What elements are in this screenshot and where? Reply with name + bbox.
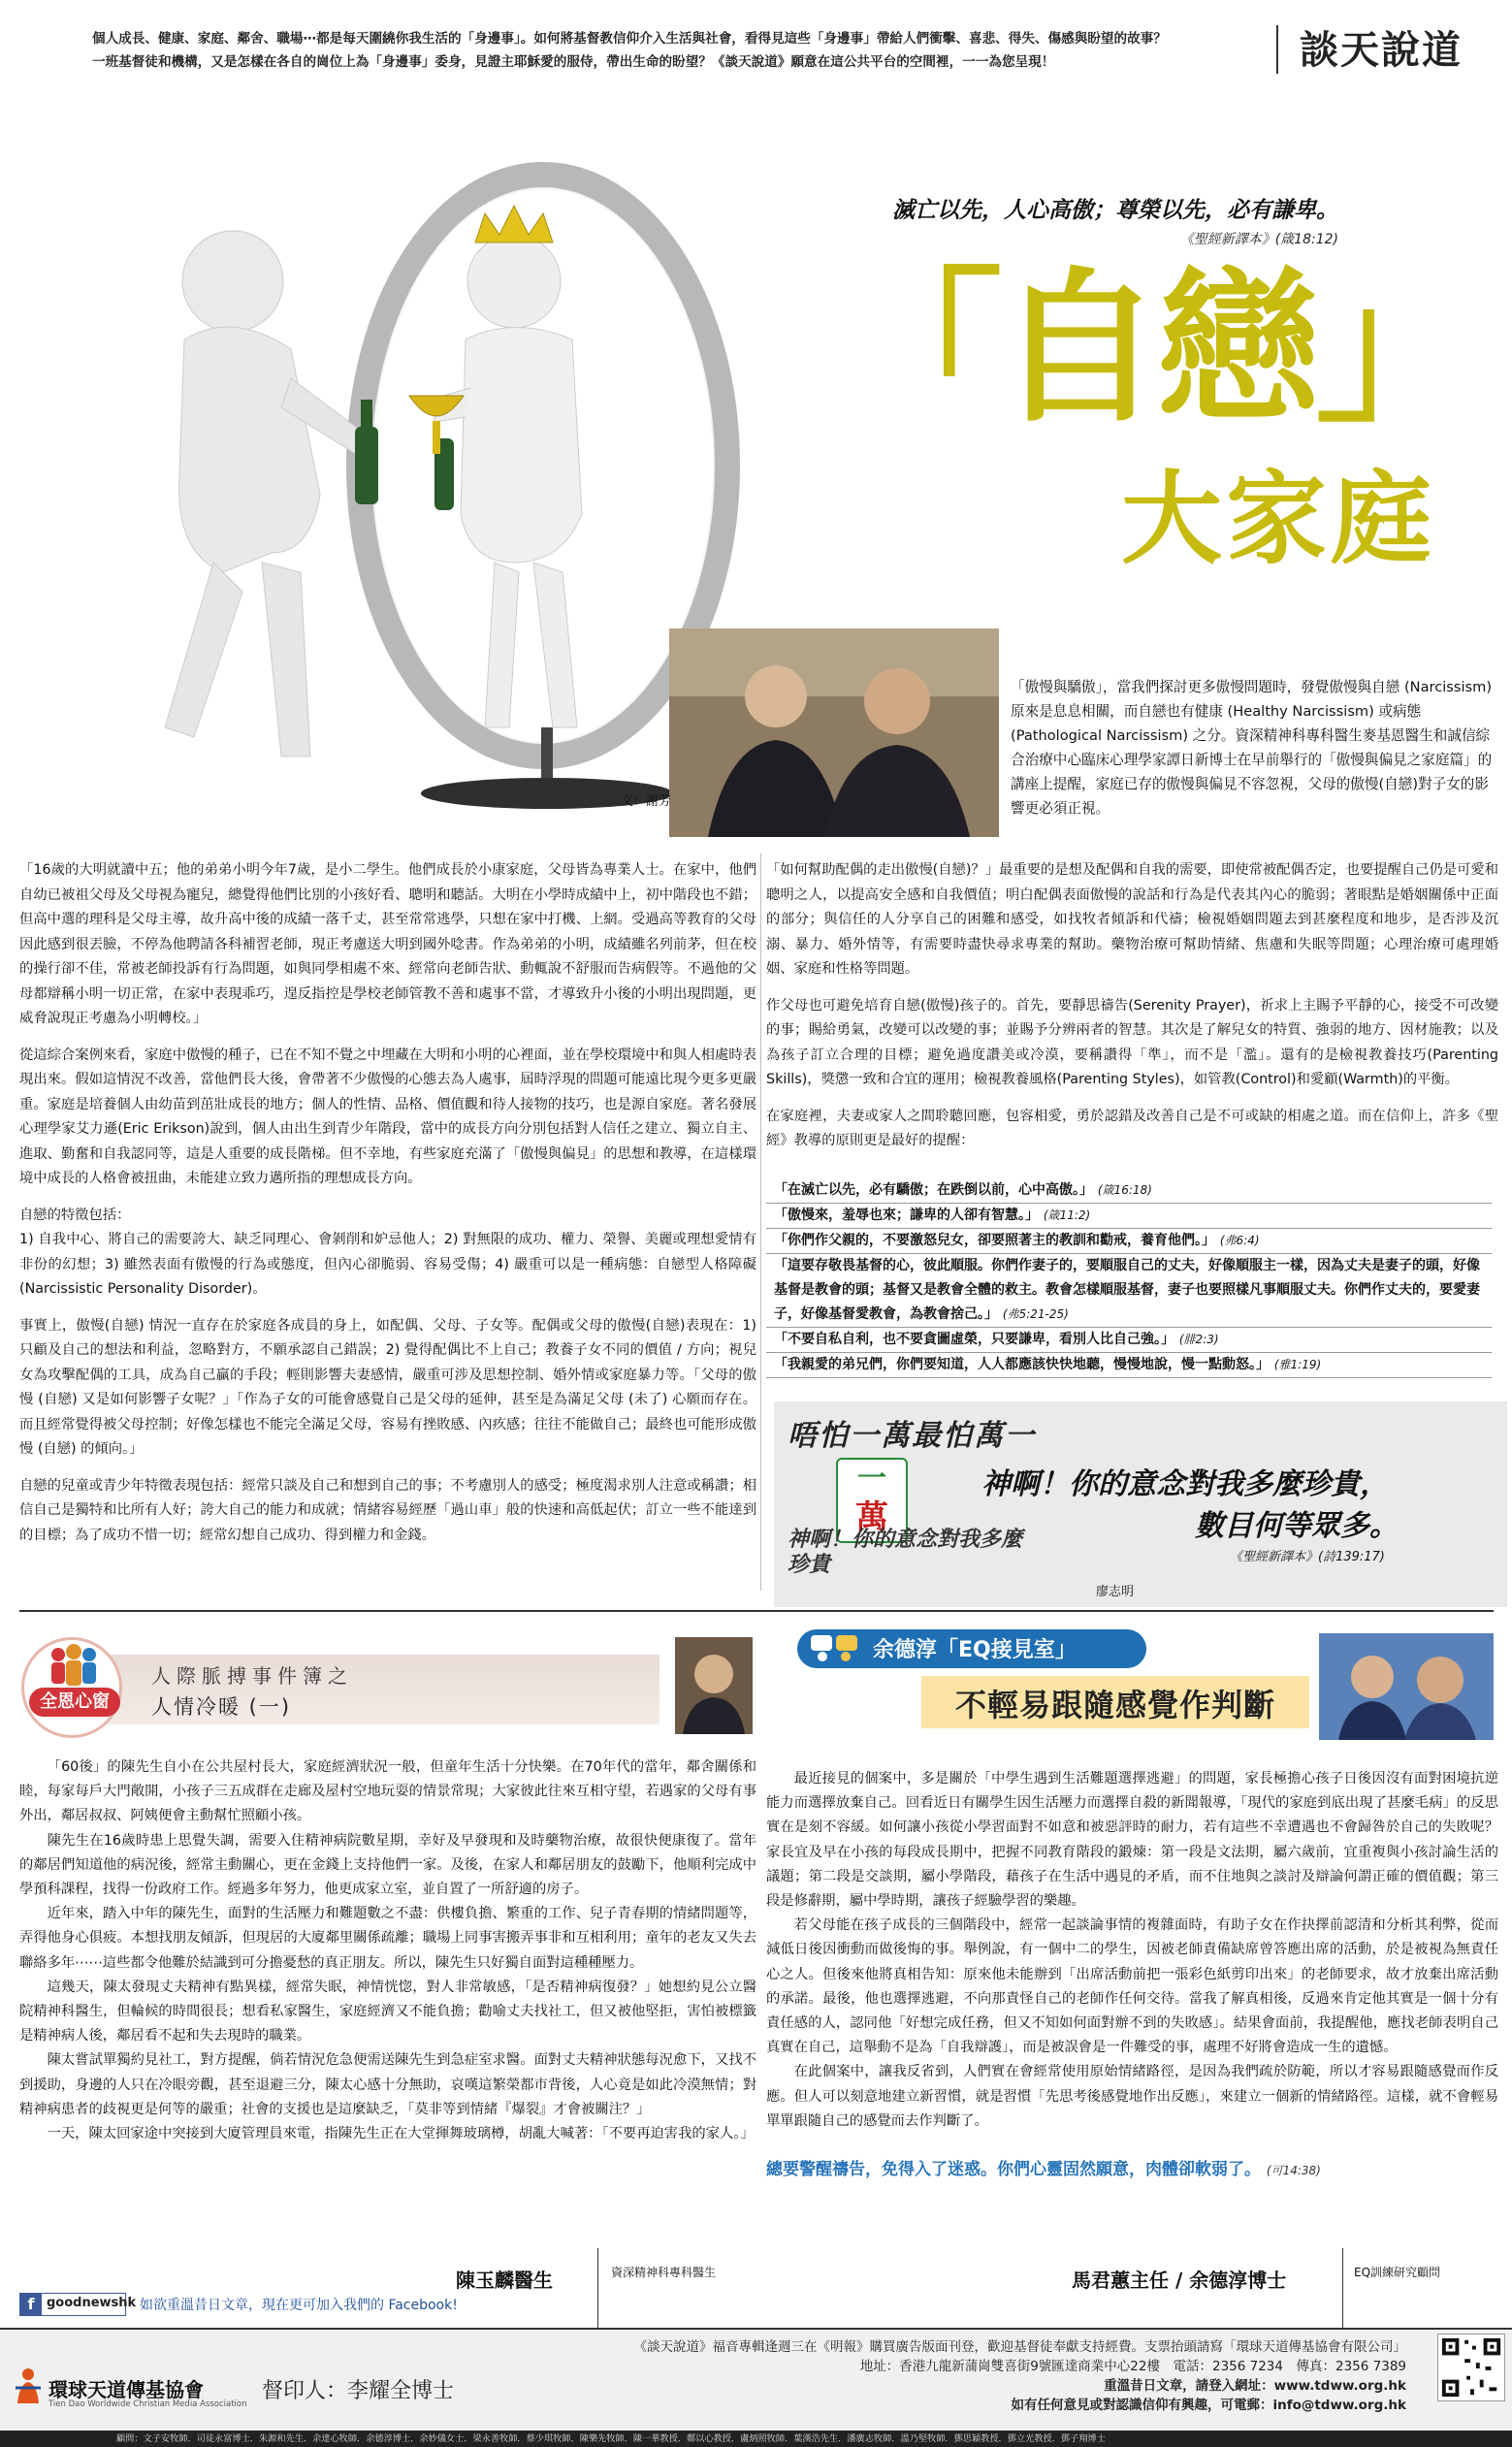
signature-divider	[597, 2248, 598, 2328]
right-signature: 馬君蕙主任 / 余德淳博士	[1072, 2269, 1287, 2292]
header-intro-line1: 個人成長、健康、家庭、鄰舍、職場⋯都是每天圍繞你我生活的「身邊事」。如何將基督教信仰介入生活與社會，看得見這些「身邊事」帶給人們衝擊、喜悲、得失、傷感與盼望的故事？	[92, 31, 1167, 47]
verse-ref: (雅1:19)	[1273, 1358, 1322, 1371]
left-section-body	[19, 1755, 756, 2146]
facebook-promo: 如欲重溫昔日文章，現在更可加入我們的 Facebook!	[140, 2298, 458, 2313]
footer-address: 地址：香港九龍新蒲崗雙喜街9號匯達商業中心22樓 電話：2356 7234 傳真：2356 7389	[859, 2359, 1406, 2374]
left-section-paragraph: 陳太嘗試單獨約見社工，對方提醒，倘若情況危急便需送陳先生到急症室求醫。面對丈夫精神狀態每況愈下，又找不到援助，身邊的人只在冷眼旁觀，甚至退避三分，陳太心感十分無助，哀嘆這繁榮都市背後，人心竟是如此冷漠無情；對精神病患者的歧視更是何等的嚴重；社會的支援也是這麼缺乏，「莫非等到情緒『爆裂』才會被關注？」	[19, 2052, 756, 2117]
doctors-photo	[669, 628, 999, 837]
section-divider	[19, 1610, 1494, 1612]
footer-website[interactable]: 重溫昔日文章，請登入網址：www.tdww.org.hk	[1104, 2378, 1406, 2394]
eq-column-name: 余德淳「EQ接見室」	[873, 1638, 1077, 1662]
author-photo	[675, 1637, 753, 1734]
verse-text: 「我親愛的弟兄們，你們要知道，人人都應該快快地聽，慢慢地說，慢一點動怒。」	[774, 1357, 1270, 1372]
facebook-handle[interactable]: goodnewshk	[47, 2296, 137, 2310]
organization-logo-icon	[14, 2367, 43, 2405]
verse-item	[766, 1229, 1492, 1254]
hero-verse: 滅亡以先，人心高傲；尊榮以先，必有謙卑。	[892, 198, 1338, 223]
left-paragraph: 事實上，傲慢(自戀) 情況一直存在於家庭各成員的身上，如配偶、父母、子女等。配偶或父母的傲慢(自戀)表現在：1) 只顧及自己的想法和利益，忽略對方，不願承認自己錯誤；2) 覺得配偶比不上自己；教養子女不同的價值 / 方向；視兒女為攻擊配偶的工具，成為自己贏的手段；輕則影響夫妻感情，嚴重可涉及思想控制、婚外情或家庭暴力等。「父母的傲慢 (自戀) 又是如何影響子女呢？」「作為子女的可能會感覺自己是父母的延伸，甚至是為滿足父母 (未了) 心願而存在。而且經常覺得被父母控制；好像怎樣也不能完全滿足父母，容易有挫敗感、內疚感；往往不能做自己；最終也可能形成傲慢 (自戀) 的傾向。」	[19, 1317, 756, 1457]
verse-text: 「這要存敬畏基督的心，彼此順服。你們作妻子的，要順服自己的丈夫，好像順服主一樣，因為丈夫是妻子的頭，好像基督是教會的頭；基督又是教會全體的救主。教會怎樣順服基督，妻子也要照樣凡事順服丈夫。你們作丈夫的，要愛妻子，好像基督愛教會，為教會捨己。」	[774, 1258, 1480, 1322]
banner-quote-line2: 數目何等眾多。	[1195, 1509, 1399, 1543]
left-paragraph: 自戀的特徵包括： 1) 自我中心、將自己的需要誇大、缺乏同理心、會剝削和妒忌他人；2) 對無限的成功、權力、榮譽、美麗或理想愛情有非份的幻想；3) 雖然表面有傲慢的行為或態度，但內心卻脆弱、容易受傷；4) 嚴重可以是一種病態：自戀型人格障礙 (Narcissistic Personality Disorder)。	[19, 1207, 756, 1297]
left-section-paragraph: 陳先生在16歲時患上思覺失調，需要入住精神病院數星期，幸好及早發現和及時藥物治療，故很快便康復了。當年的鄰居們知道他的病況後，經常主動關心，更在金錢上支持他們一家。及後，在家人和鄰居朋友的鼓勵下，他順利完成中學預科課程，找得一份政府工作。經過多年努力，他更成家立室，並自置了一所舒適的房子。	[19, 1832, 756, 1898]
footer-email[interactable]: 如有任何意見或對認識信仰有興趣，可電郵：info@tdww.org.hk	[1011, 2398, 1406, 2413]
right-section-paragraph: 最近接見的個案中，多是關於「中學生遇到生活難題選擇逃避」的問題，家長極擔心孩子日後因沒有面對困境抗逆能力而選擇放棄自己。回看近日有關學生因生活壓力而選擇自殺的新聞報導，「現代的家庭到底出現了甚麼毛病」的反思實在是刻不容緩。如何讓小孩從小學習面對不如意和被惡評時的耐力，若有這些不幸遭遇也不會歸咎於自己的失敗呢？家長宜及早在小孩的每段成長期中，把握不同教育階段的鍛煉：第一段是文法期，屬六歲前，宜重複與小孩討論生活的議題；第二段是交談期，屬小學階段，藉孩子在生活中遇見的矛盾，而不住地與之談討及辯論何謂正確的價值觀；第三段是修辭期，屬中學時期，讓孩子經驗學習的樂趣。	[766, 1771, 1498, 1910]
right-section-paragraph: 若父母能在孩子成長的三個階段中，經常一起談論事情的複雜面時，有助子女在作抉擇前認清和分析其利弊，從而減低日後因衝動而做後悔的事。舉例說，有一個中二的學生，因被老師責備缺席曾答應出席的活動，於是被視為無責任心之人。但後來他將真相告知：原來他未能辦到「出席活動前把一張彩色紙剪印出來」的老師要求，故才放棄出席活動的承諾。最後，他也選擇逃避，不向那責怪自己的老師作任何交待。當我了解真相後，反過來肯定他其實是一個十分有責任感的人，認同他「好想完成任務，但又不知如何面對辦不到的失敗感」。結果會面前，我提醒他，應找老師表明自己真實在自己，這舉動不是為「自我辯護」，而是被誤會是一件難受的事，處理不好將會造成一生的遺憾。	[766, 1917, 1498, 2056]
left-signature-note: 資深精神科專科醫生	[611, 2266, 717, 2279]
publisher: 督印人：李耀全博士	[262, 2379, 455, 2403]
verse-text: 「傲慢來，羞辱也來；謙卑的人卻有智慧。」	[774, 1207, 1039, 1223]
column-badge: 全恩心窗	[29, 1688, 120, 1717]
verse-ref: (箴16:18)	[1097, 1183, 1152, 1197]
section-series: 人際脈搏事件簿之	[151, 1664, 353, 1688]
verse-item	[766, 1204, 1492, 1229]
signature-divider	[1342, 2248, 1343, 2328]
chat-people-icon	[809, 1633, 859, 1664]
advisors-credits: 顧問：文子安牧師．司徒永富博士．朱源和先生．余達心牧師．余德淳博士．余妙儀女士．梁永善牧師．蔡少琪牧師．陳樂先牧師．陳一華教授．鄭以心教授．盧炳照牧師．葉漢浩先生．潘廣志牧師．溫乃堅牧師．鄧思穎教授．鄧立光教授．鄧子翔博士	[0, 2431, 1512, 2447]
organization-name: 環球天道傳基協會	[48, 2378, 204, 2401]
column-divider	[760, 853, 761, 1591]
tile-bottom: 萬	[855, 1498, 888, 1537]
left-paragraph: 「16歲的大明就讀中五；他的弟弟小明今年7歲，是小二學生。他們成長於小康家庭，父母皆為專業人士。在家中，他們自幼已被祖父母及父母視為寵兒，總覺得他們比別的小孩好看、聰明和聽話。大明在小學時成績中上，初中階段也不錯；但高中選的理科是父母主導，故升高中後的成績一落千丈，甚至常常逃學，只想在家中打機、上網。受過高等教育的父母因此感到很丟臉，不停為他聘請各科補習老師，現正考慮送大明到國外唸書。作為弟弟的小明，成績雖名列前茅，但在校的操行卻不佳，常被老師投訴有行為問題，如與同學相處不來、經常向老師告狀、動輒說不舒服而告病假等。不過他的父母都辯稱小明一切正常，在家中表現乖巧，遑反指控是學校老師管教不善和處事不當，才導致升小後的小明出現問題，更威脅說現正考慮為小明轉校。」	[19, 862, 756, 1026]
page-subtitle: 大家庭	[1120, 460, 1435, 578]
left-section-paragraph: 這幾天，陳太發現丈夫精神有點異樣，經常失眠，神情恍惚，對人非常敏感，「是否精神病復發？」她想約見公立醫院精神科醫生，但輪候的時間很長；想看私家醫生，家庭經濟又不能負擔；勸喻丈夫找社工，但又被他堅拒，害怕被標籤是精神病人後，鄰居看不起和失去現時的職業。	[19, 1979, 756, 2045]
left-section-paragraph: 近年來，踏入中年的陳先生，面對的生活壓力和難題數之不盡：供樓負擔、繁重的工作、兒子青春期的情緒問題等，弄得他身心俱疲。本想找朋友傾訴，但現居的大廈鄰里關係疏離；職場上同事害搬弄事非和互相利用；童年的老友又失去聯絡多年⋯⋯這些都令他難於結識到可分擔憂愁的真正朋友。所以，陳先生只好獨自面對這種種壓力。	[19, 1906, 756, 1971]
facebook-icon[interactable]: f	[20, 2294, 42, 2315]
footer-notice: 《談天說道》福音專輯逢週三在《明報》購買廣告版面刊登，歡迎基督徒奉獻支持經費。支票抬頭請寫「環球天道傳基協會有限公司」	[633, 2339, 1406, 2355]
organization-english-name: Tien Dao Worldwide Christian Media Association	[48, 2399, 247, 2409]
page-title: 「自戀」	[837, 253, 1474, 445]
column-logo: 談天說道	[1300, 27, 1463, 73]
right-signature-note: EQ訓練研究顧問	[1354, 2266, 1441, 2279]
banner-author: 廖志明	[1096, 1585, 1135, 1599]
banner-ref: 《聖經新譯本》(詩139:17)	[1230, 1550, 1385, 1564]
header-intro	[92, 27, 1275, 74]
people-icon	[45, 1643, 103, 1688]
left-section-paragraph: 一天，陳太回家途中突接到大廈管理員來電，指陳先生正在大堂揮舞玻璃樽，胡亂大喊著：「不要再迫害我的家人。」	[47, 2126, 755, 2142]
closing-verse	[766, 2155, 1498, 2179]
verse-item	[766, 1328, 1492, 1353]
footer-rule	[0, 2328, 1512, 2330]
eq-authors-photo	[1319, 1633, 1494, 1740]
intro-paragraph: 「傲慢與驕傲」，當我們探討更多傲慢問題時，發覺傲慢與自戀 (Narcissism) 原來是息息相關，而自戀也有健康 (Healthy Narcissism) 或病態 (Pathological Narcissism) 之分。資深精神科專科醫生麥基恩醫生和誠信綜合治療中心臨床心理學家譚日新博士在早前舉行的「傲慢與偏見之家庭篇」的講座上提醒，家庭已存的傲慢與偏見不容忽視，父母的傲慢(自戀)對子女的影響更必須正視。	[1011, 679, 1493, 817]
verse-ref: (箴11:2)	[1043, 1208, 1091, 1222]
header-intro-line2: 一班基督徒和機構，又是怎樣在各自的崗位上為「身邊事」委身，見證主耶穌愛的服侍，帶出生命的盼望？《談天說道》願意在這公共平台的空間裡，一一為您呈現！	[92, 54, 1055, 70]
photo-caption: 文：謝芳	[621, 794, 672, 809]
verse-text: 「不要自私自利，也不要貪圖虛榮，只要謙卑，看別人比自己強。」	[774, 1332, 1174, 1347]
banner-script-bottom: 神啊！你的意念對我多麼珍貴	[788, 1528, 1023, 1577]
section-title: 人情冷暖 (一)	[151, 1695, 292, 1719]
right-section-paragraph: 在此個案中，讓我反省到，人們實在會經常使用原始情緒路徑，是因為我們疏於防範，所以才容易跟隨感覺而作反應。但人可以刻意地建立新習慣，就是習慣「先思考後感覺地作出反應」，來建立一個新的情緒路徑。這樣，就不會輕易單單跟隨自己的感覺而去作判斷了。	[766, 2064, 1498, 2129]
header-divider	[1276, 25, 1278, 74]
verse-item	[766, 1178, 1492, 1204]
right-paragraph: 在家庭裡，夫妻或家人之間聆聽回應，包容相愛，勇於認錯及改善自己是不可或缺的相處之道。而在信仰上，許多《聖經》教導的原則更是最好的提醒：	[766, 1108, 1498, 1148]
eq-title: 不輕易跟隨感覺作判斷	[955, 1687, 1276, 1723]
closing-verse-text: 總要警醒禱告，免得入了迷惑。你們心靈固然願意，肉體卻軟弱了。	[766, 2160, 1261, 2179]
verse-ref: (弗6:4)	[1219, 1234, 1260, 1247]
qr-code-icon[interactable]	[1437, 2334, 1505, 2401]
right-paragraph: 「如何幫助配偶的走出傲慢(自戀)？」最重要的是想及配偶和自我的需要，即使常被配偶否定，也要提醒自己仍是可愛和聰明之人，以提高安全感和自我價值；明白配偶表面傲慢的說話和行為是代表其內心的脆弱；著眼點是婚姻關係中正面的部分；與信任的人分享自己的困難和感受，如找牧者傾訴和代禱；檢視婚姻問題去到甚麼程度和地步，是否涉及沉溺、暴力、婚外情等，有需要時盡快尋求專業的幫助。藥物治療可幫助情緒、焦慮和失眠等問題；心理治療可處理婚姻、家庭和性格等問題。	[766, 862, 1498, 977]
tile-top: 一	[857, 1462, 886, 1496]
verse-ref: (弗5:21-25)	[1002, 1307, 1069, 1321]
left-signature: 陳玉麟醫生	[456, 2269, 553, 2292]
left-column	[19, 858, 756, 1560]
bible-verse-list	[766, 1178, 1492, 1378]
right-paragraph: 作父母也可避免培育自戀(傲慢)孩子的。首先，要靜思禱告(Serenity Prayer)，祈求上主賜予平靜的心，接受不可改變的事；賜給勇氣，改變可以改變的事；並賜予分辨兩者的智慧。其次是了解兒女的特質、強弱的地方、因材施教；以及為孩子訂立合理的目標；避免過度讚美或冷漠，要稱讚得「準」，而不是「濫」。還有的是檢視教養技巧(Parenting Skills)，獎懲一致和合宜的運用；檢視教養風格(Parenting Styles)，如管教(Control)和愛顧(Warmth)的平衡。	[766, 997, 1498, 1087]
verse-item	[766, 1254, 1492, 1328]
right-section-body	[766, 1767, 1498, 2134]
verse-text: 「你們作父親的，不要激怒兒女，卻要照著主的教訓和勸戒，養育他們。」	[774, 1233, 1215, 1248]
closing-verse-ref: (可14:38)	[1266, 2164, 1321, 2177]
verse-text: 「在滅亡以先，必有驕傲；在跌倒以前，心中高傲。」	[774, 1182, 1093, 1198]
banner-quote-line1: 神啊！你的意念對我多麼珍貴，	[981, 1467, 1389, 1501]
left-paragraph: 從這綜合案例來看，家庭中傲慢的種子，已在不知不覺之中埋藏在大明和小明的心裡面，並在學校環境中和與人相處時表現出來。假如這情況不改善，當他們長大後，會帶著不少傲慢的心態去為人處事，屆時浮現的問題可能遠比現今更多更嚴重。家庭是培養個人由幼苗到茁壯成長的地方；個人的性情、品格、價值觀和待人接物的技巧，也是源自家庭。著名發展心理學家艾力遜(Eric Erikson)說到，個人由出生到青少年階段，當中的成長方向分別包括對人信任之建立、獨立自主、進取、勤奮和自我認同等，這是人重要的成長階梯。但不幸地，有些家庭充滿了「傲慢與偏見」的思想和教導，在這樣環境中成長的人格會被扭曲，未能建立致力邁所指的理想成長方向。	[19, 1046, 756, 1186]
right-column	[766, 858, 1498, 1166]
left-section-paragraph: 「60後」的陳先生自小在公共屋村長大，家庭經濟狀況一般，但童年生活十分快樂。在70年代的當年，鄰舍關係和睦，每家每戶大門敞開，小孩子三五成群在走廊及屋村空地玩耍的情景常現；大家彼此往來互相守望，若遇家的父母有事外出，鄰居叔叔、阿姨便會主動幫忙照顧小孩。	[19, 1759, 756, 1824]
hero-verse-ref: 《聖經新譯本》(箴18:12)	[1179, 232, 1338, 247]
left-paragraph: 自戀的兒童或青少年特徵表現包括：經常只談及自己和想到自己的事；不考慮別人的感受；極度渴求別人注意或稱讚；相信自己是獨特和比所有人好；誇大自己的能力和成就；情緒容易經歷「過山車」般的快速和高低起伏；訂立一些不能達到的目標；為了成功不惜一切；經常幻想自己成功、得到權力和金錢。	[19, 1477, 756, 1543]
banner-script-top: 唔怕一萬最怕萬一	[788, 1419, 1036, 1453]
verse-ref: (腓2:3)	[1178, 1333, 1219, 1346]
verse-item	[766, 1353, 1492, 1378]
